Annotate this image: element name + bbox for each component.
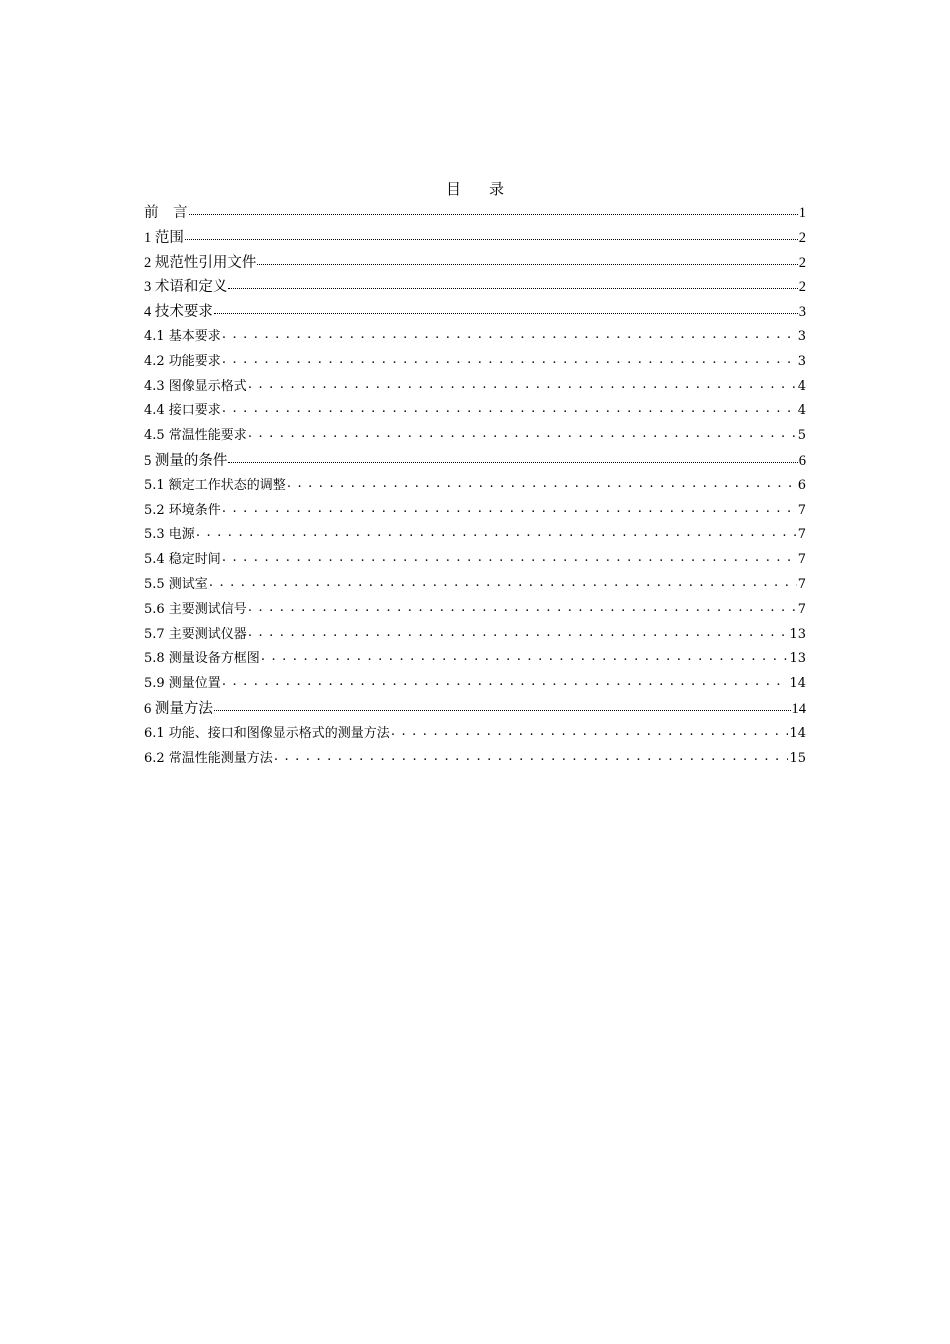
toc-entry-page-number: 7 [797, 502, 806, 518]
toc-dot-leader [185, 228, 798, 242]
toc-entry-page-number: 4 [797, 403, 806, 419]
toc-entry[interactable] [144, 672, 806, 697]
toc-title-char-2: 录 [489, 180, 505, 198]
toc-entry[interactable] [144, 598, 806, 623]
toc-dot-leader [261, 648, 789, 662]
toc-entry-label: 5 测量的条件 [144, 452, 228, 469]
toc-entry-page-number: 3 [797, 353, 806, 369]
toc-entry[interactable] [144, 300, 806, 325]
toc-entry-page-number: 13 [789, 626, 806, 642]
toc-dot-leader [287, 475, 797, 489]
toc-entry[interactable] [144, 722, 806, 747]
toc-title [0, 178, 950, 199]
toc-dot-leader [228, 451, 797, 465]
toc-dot-leader [196, 524, 797, 538]
toc-entry-page-number: 6 [798, 452, 806, 469]
toc-entry-label: 6.2 常温性能测量方法 [144, 750, 273, 766]
toc-entry-label: 6 测量方法 [144, 700, 213, 717]
toc-entry[interactable] [144, 226, 806, 251]
toc-entry-label: 4.5 常温性能要求 [144, 428, 247, 444]
toc-dot-leader [248, 376, 797, 390]
toc-entry-label: 4.2 功能要求 [144, 353, 221, 369]
toc-title-char-1: 目 [445, 180, 461, 198]
toc-dot-leader [222, 351, 797, 365]
toc-dot-leader [214, 699, 791, 713]
toc-entry-page-number: 2 [798, 254, 806, 271]
toc-entry-label: 5.2 环境条件 [144, 502, 221, 518]
toc-entry-label: 5.4 稳定时间 [144, 552, 221, 568]
toc-entry-page-number: 1 [798, 205, 806, 221]
toc-entry-page-number: 2 [798, 229, 806, 246]
toc-entry[interactable] [144, 201, 806, 226]
toc-entry-page-number: 7 [797, 576, 806, 592]
toc-entry[interactable] [144, 623, 806, 648]
toc-entry-label: 5.1 额定工作状态的调整 [144, 477, 286, 493]
table-of-contents [144, 201, 806, 771]
toc-entry-label: 4.1 基本要求 [144, 328, 221, 344]
toc-entry[interactable] [144, 251, 806, 276]
toc-entry-page-number: 7 [797, 552, 806, 568]
toc-dot-leader [248, 624, 789, 638]
toc-entry-page-number: 7 [797, 601, 806, 617]
toc-entry[interactable] [144, 573, 806, 598]
toc-entry-label: 5.3 电源 [144, 527, 195, 543]
toc-entry-page-number: 14 [791, 700, 806, 717]
toc-dot-leader [189, 203, 798, 217]
toc-entry[interactable] [144, 325, 806, 350]
toc-entry-page-number: 13 [789, 651, 806, 667]
toc-entry-page-number: 14 [789, 725, 806, 741]
toc-entry-page-number: 3 [797, 328, 806, 344]
toc-entry[interactable] [144, 697, 806, 722]
toc-entry[interactable] [144, 424, 806, 449]
toc-entry[interactable] [144, 647, 806, 672]
toc-entry-label: 3 术语和定义 [144, 279, 228, 296]
toc-dot-leader [248, 425, 797, 439]
toc-entry-page-number: 2 [798, 279, 806, 296]
toc-dot-leader [222, 549, 797, 563]
toc-dot-leader [222, 400, 797, 414]
toc-dot-leader [222, 326, 797, 340]
toc-entry-page-number: 5 [797, 428, 806, 444]
toc-entry-page-number: 14 [789, 676, 806, 692]
toc-dot-leader [391, 723, 789, 737]
toc-dot-leader [222, 500, 797, 514]
toc-entry-page-number: 6 [797, 477, 806, 493]
toc-entry[interactable] [144, 275, 806, 300]
toc-entry-label: 4 技术要求 [144, 304, 213, 321]
toc-entry-label: 6.1 功能、接口和图像显示格式的测量方法 [144, 725, 390, 741]
toc-entry-label: 5.5 测试室 [144, 576, 208, 592]
toc-entry[interactable] [144, 474, 806, 499]
toc-dot-leader [222, 673, 789, 687]
toc-entry-label: 1 范围 [144, 229, 184, 246]
toc-entry-page-number: 3 [798, 304, 806, 321]
toc-entry[interactable] [144, 399, 806, 424]
toc-entry-label: 5.9 测量位置 [144, 676, 221, 692]
toc-entry-label: 5.7 主要测试仪器 [144, 626, 247, 642]
toc-dot-leader [274, 748, 789, 762]
toc-entry-page-number: 7 [797, 527, 806, 543]
toc-entry[interactable] [144, 499, 806, 524]
toc-dot-leader [209, 574, 797, 588]
toc-entry-label: 4.4 接口要求 [144, 403, 221, 419]
toc-entry[interactable] [144, 548, 806, 573]
toc-dot-leader [228, 277, 797, 291]
toc-dot-leader [214, 302, 798, 316]
toc-entry-label: 2 规范性引用文件 [144, 254, 257, 271]
toc-dot-leader [257, 253, 797, 267]
toc-dot-leader [248, 599, 797, 613]
toc-entry[interactable] [144, 350, 806, 375]
toc-entry-label: 5.8 测量设备方框图 [144, 651, 260, 667]
toc-entry[interactable] [144, 523, 806, 548]
toc-entry[interactable] [144, 747, 806, 772]
toc-entry-label: 4.3 图像显示格式 [144, 378, 247, 394]
toc-entry[interactable] [144, 449, 806, 474]
toc-entry[interactable] [144, 375, 806, 400]
toc-entry-page-number: 15 [789, 750, 806, 766]
toc-entry-page-number: 4 [797, 378, 806, 394]
toc-entry-label: 5.6 主要测试信号 [144, 601, 247, 617]
toc-entry-label: 前 言 [144, 205, 188, 221]
